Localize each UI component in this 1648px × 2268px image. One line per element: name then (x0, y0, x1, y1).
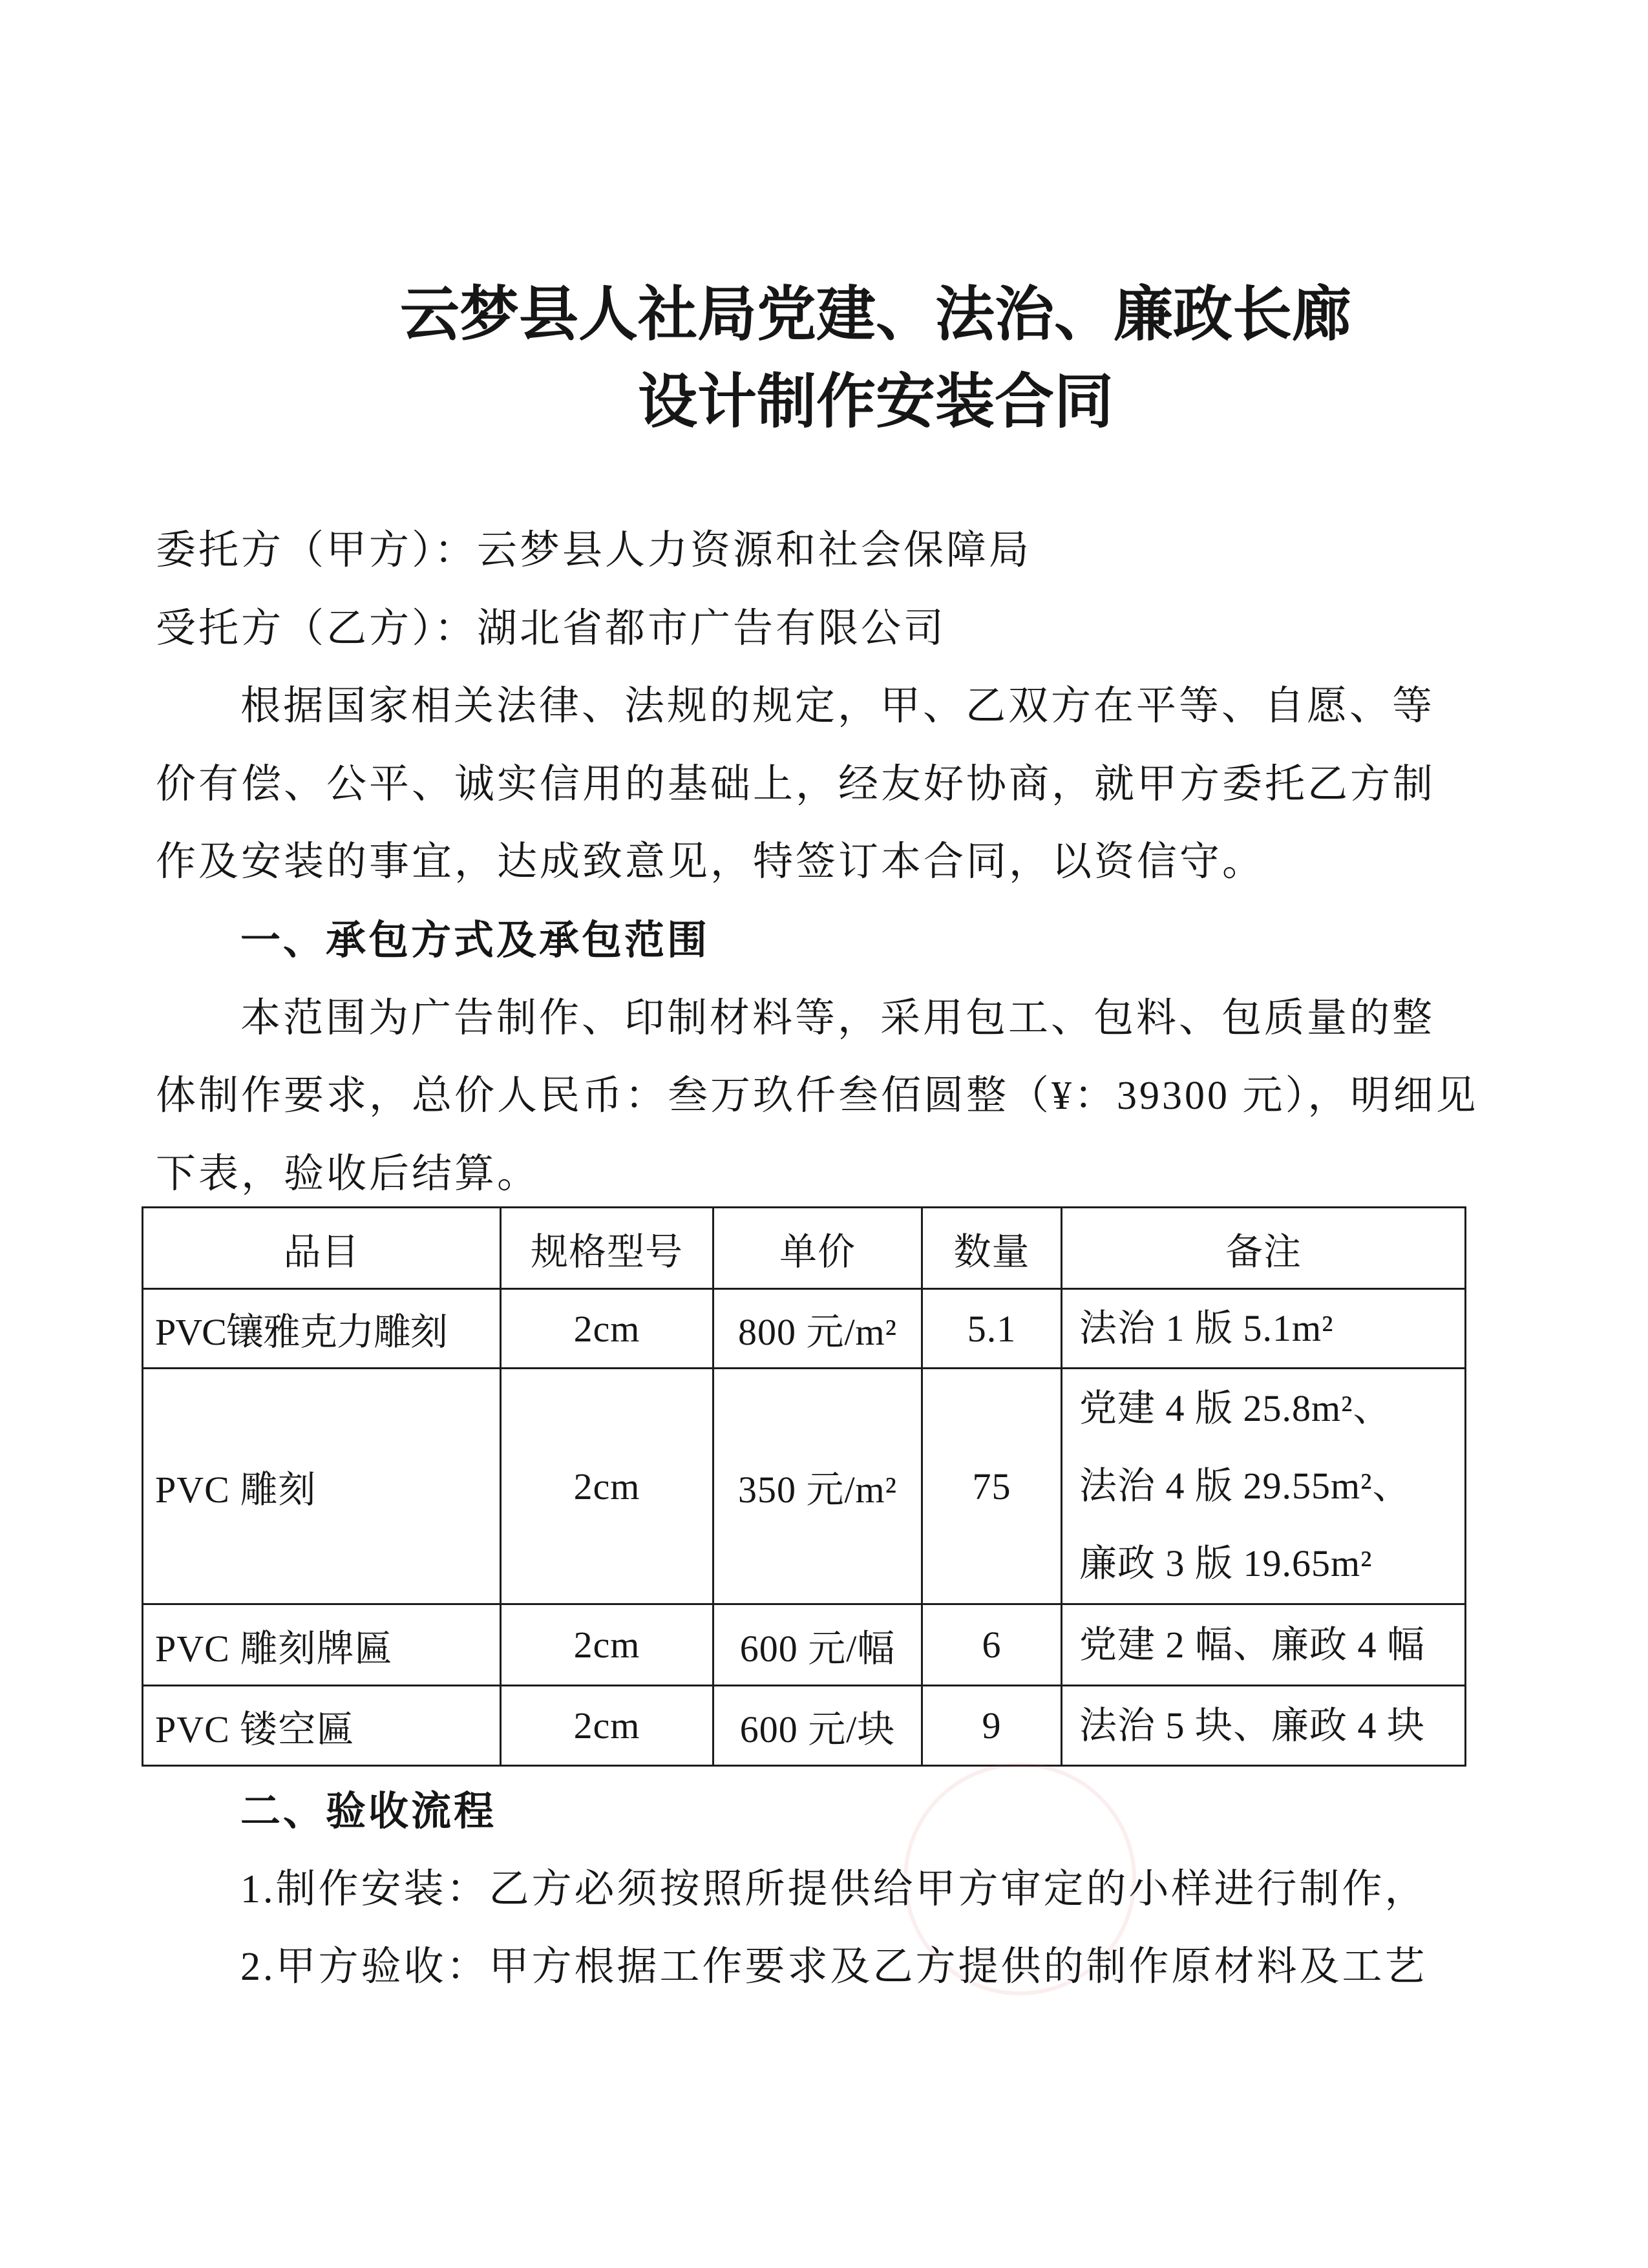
cell-price: 350 元/m² (713, 1369, 922, 1604)
client-name: 云梦县人力资源和社会保障局 (477, 529, 1032, 572)
note-line: 廉政 3 版 19.65m² (1079, 1542, 1373, 1584)
intro-line-3: 作及安装的事宜，达成致意见，特签订本合同，以资信守。 (156, 840, 1265, 885)
cell-notes (1062, 1369, 1466, 1604)
header-price: 单价 (713, 1208, 922, 1289)
contract-body-bottom (156, 1772, 1479, 2006)
intro-line-1: 根据国家相关法律、法规的规定，甲、乙双方在平等、自愿、等 (240, 684, 1435, 729)
section2-heading: 二、验收流程 (240, 1787, 497, 1834)
table-header-row (143, 1208, 1466, 1289)
cell-qty: 6 (922, 1604, 1062, 1686)
cell-qty: 75 (922, 1369, 1062, 1604)
cell-spec: 2cm (501, 1289, 713, 1369)
section2-item-1: 1.制作安装：乙方必须按照所提供给甲方审定的小样进行制作， (240, 1867, 1428, 1911)
section2-item-2: 2.甲方验收：甲方根据工作要求及乙方提供的制作原材料及工艺 (240, 1945, 1428, 1990)
cell-notes (1062, 1604, 1466, 1686)
cell-item: PVC 镂空匾 (143, 1686, 501, 1766)
note-line: 党建 2 幅、廉政 4 幅 (1079, 1623, 1426, 1666)
contract-title (388, 271, 1364, 446)
cell-spec: 2cm (501, 1686, 713, 1766)
header-spec: 规格型号 (501, 1208, 713, 1289)
client-party-line (156, 512, 1479, 590)
cell-spec: 2cm (501, 1604, 713, 1686)
cell-notes (1062, 1686, 1466, 1766)
note-line: 党建 4 版 25.8m²、 (1079, 1387, 1391, 1429)
note-line: 法治 5 块、廉政 4 块 (1079, 1704, 1426, 1747)
cell-item: PVC镶雅克力雕刻 (143, 1289, 501, 1369)
contractor-name: 湖北省都市广告有限公司 (477, 606, 947, 651)
cell-price: 600 元/块 (713, 1686, 922, 1766)
table-row (143, 1604, 1466, 1686)
header-notes: 备注 (1062, 1208, 1466, 1289)
cell-qty: 5.1 (922, 1289, 1062, 1369)
cell-item: PVC 雕刻 (143, 1369, 501, 1604)
title-line-1: 云梦县人社局党建、法治、廉政长廊 (399, 282, 1351, 348)
cell-notes (1062, 1289, 1466, 1369)
contractor-party-line (156, 590, 1479, 668)
title-line-2: 设计制作安装合同 (637, 369, 1114, 435)
section1-line-1: 本范围为广告制作、印制材料等，采用包工、包料、包质量的整 (240, 996, 1435, 1040)
cell-price: 800 元/m² (713, 1289, 922, 1369)
client-label: 委托方（甲方）： (156, 529, 478, 572)
intro-line-2: 价有偿、公平、诚实信用的基础上，经友好协商，就甲方委托乙方制 (156, 762, 1436, 806)
cell-spec: 2cm (501, 1369, 713, 1604)
cell-price: 600 元/幅 (713, 1604, 922, 1686)
note-line: 法治 4 版 29.55m²、 (1079, 1465, 1411, 1507)
cell-qty: 9 (922, 1686, 1062, 1766)
header-qty: 数量 (922, 1208, 1062, 1289)
note-line: 法治 1 版 5.1m² (1079, 1307, 1334, 1349)
contractor-label: 受托方（乙方）： (156, 606, 478, 651)
contract-body-top (156, 512, 1479, 1213)
table-row (143, 1289, 1466, 1369)
header-item: 品目 (143, 1208, 501, 1289)
table-row (143, 1686, 1466, 1766)
section1-heading: 一、承包方式及承包范围 (240, 916, 710, 963)
price-detail-table (142, 1206, 1466, 1767)
section1-line-2: 体制作要求，总价人民币：叁万玖仟叁佰圆整（¥：39300 元），明细见 (156, 1074, 1479, 1118)
section1-line-3: 下表，验收后结算。 (156, 1151, 540, 1196)
table-row (143, 1369, 1466, 1604)
cell-item: PVC 雕刻牌匾 (143, 1604, 501, 1686)
